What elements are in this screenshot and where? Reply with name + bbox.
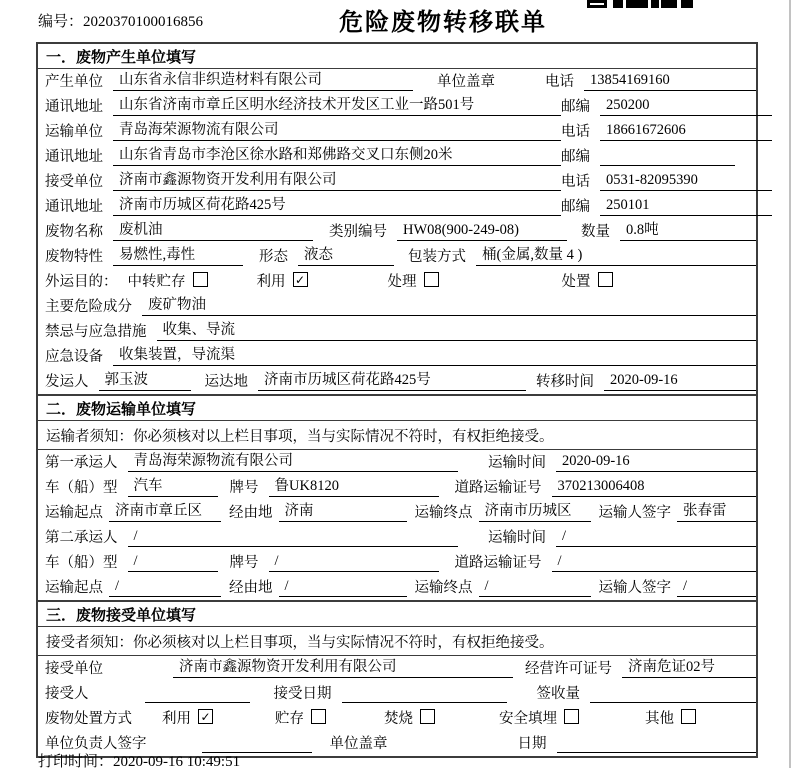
producer-zip-label: 邮编 xyxy=(561,99,590,115)
producer-address-value: 山东省济南市章丘区明水经济技术开发区工业一路501号 xyxy=(113,96,561,116)
receiver-address-row xyxy=(38,194,756,219)
page-edge-line xyxy=(789,0,791,768)
vehicle1-value: 汽车 xyxy=(128,477,218,497)
via2-value: / xyxy=(279,577,407,597)
taboo-value: 收集、导流 xyxy=(157,321,757,341)
option-label: 中转贮存 xyxy=(127,274,186,290)
recipient-row xyxy=(38,681,756,706)
transport-time-label: 运输时间 xyxy=(488,530,546,546)
disposal-row xyxy=(38,706,756,731)
section-producer xyxy=(38,44,756,394)
checkbox-disposal-other xyxy=(681,709,696,724)
vehicle2-row xyxy=(38,550,756,575)
receive-unit-value: 济南市鑫源物资开发利用有限公司 xyxy=(173,658,513,678)
qr-code-icon xyxy=(587,0,693,8)
waste-character-row xyxy=(38,244,756,269)
serial-label: 编号： xyxy=(38,14,84,30)
receiver-row xyxy=(38,169,756,194)
disposal-option-storage xyxy=(275,707,326,728)
equipment-label: 应急设备 xyxy=(45,349,103,365)
receiver-value: 济南市鑫源物资开发利用有限公司 xyxy=(113,171,561,191)
quantity-label: 数量 xyxy=(581,224,610,240)
via-label: 经由地 xyxy=(229,580,273,596)
amount-label: 签收量 xyxy=(536,686,580,702)
checkbox-disposal-utilize: ✓ xyxy=(198,709,213,724)
via1-value: 济南 xyxy=(279,502,407,522)
checkbox-treat xyxy=(424,272,439,287)
packaging-label: 包装方式 xyxy=(408,249,466,265)
carrier1-value: 青岛海荣源物流有限公司 xyxy=(128,452,458,472)
print-time-label: 打印时间： xyxy=(38,754,114,768)
producer-phone-value: 13854169160 xyxy=(584,71,756,91)
origin-label: 运输起点 xyxy=(45,580,103,596)
shipper-value: 郭玉波 xyxy=(99,371,191,391)
receiver-notice: 接受者须知：你必须核对以上栏目事项，当与实际情况不符时，有权拒绝接受。 xyxy=(38,627,756,656)
address-label: 通讯地址 xyxy=(45,199,103,215)
transfer-time-value: 2020-09-16 xyxy=(604,371,756,391)
vehicle1-row xyxy=(38,475,756,500)
transport-notice: 运输者须知：你必须核对以上栏目事项，当与实际情况不符时，有权拒绝接受。 xyxy=(38,421,756,450)
disposal-option-incinerate xyxy=(384,707,435,728)
purpose-option-treat xyxy=(388,270,439,291)
checkbox-disposal-incinerate xyxy=(420,709,435,724)
checkbox-utilize: ✓ xyxy=(293,272,308,287)
checkbox-disposal-storage xyxy=(311,709,326,724)
transport-time-label: 运输时间 xyxy=(488,455,546,471)
terminal-label: 运输终点 xyxy=(414,580,473,596)
section-transport-title: 二．废物运输单位填写 xyxy=(38,396,756,421)
page-title: 危险废物转移联单 xyxy=(339,9,547,36)
road-permit-label: 道路运输证号 xyxy=(454,480,542,496)
plate-label: 牌号 xyxy=(229,480,259,496)
section-transport xyxy=(38,394,756,600)
transporter-zip-label: 邮编 xyxy=(561,149,590,165)
waste-name-row xyxy=(38,219,756,244)
section-receiver-title: 三．废物接受单位填写 xyxy=(38,602,756,627)
checkbox-transfer-storage xyxy=(193,272,208,287)
seal-date-value xyxy=(557,734,757,753)
disposal-option-other xyxy=(645,707,696,728)
form-label: 形态 xyxy=(259,249,288,265)
road-permit-label: 道路运输证号 xyxy=(454,555,542,571)
waste-name-label: 废物名称 xyxy=(45,224,103,240)
transporter-label: 运输单位 xyxy=(45,124,103,140)
option-label: 利用 xyxy=(162,711,191,727)
chief-sign-label: 单位负责人签字 xyxy=(45,736,147,752)
license-value: 济南危证02号 xyxy=(622,658,756,678)
transporter-row xyxy=(38,119,756,144)
plate2-value: / xyxy=(269,552,439,572)
seal-date-label: 日期 xyxy=(517,736,547,752)
receiver-zip-label: 邮编 xyxy=(561,199,590,215)
equipment-row xyxy=(38,344,756,369)
option-label: 其他 xyxy=(645,711,674,727)
print-time-line xyxy=(38,750,240,768)
terminal-label: 运输终点 xyxy=(414,505,473,521)
receiver-address-value: 济南市历城区荷花路425号 xyxy=(113,196,561,216)
disposal-label: 废物处置方式 xyxy=(45,711,132,727)
receiver-phone-value: 0531-82095390 xyxy=(600,171,772,191)
character-value: 易燃性,毒性 xyxy=(113,246,243,266)
option-label: 处理 xyxy=(387,274,417,290)
transport-time2-value: / xyxy=(556,527,756,547)
serial-number: 2020370100016856 xyxy=(83,14,204,30)
transporter-address-row xyxy=(38,144,756,169)
route2-row xyxy=(38,575,756,600)
option-label: 利用 xyxy=(256,274,286,290)
carrier2-value: / xyxy=(128,527,458,547)
transporter-phone-label: 电话 xyxy=(561,124,590,140)
vehicle-label: 车（船）型 xyxy=(45,555,118,571)
character-label: 废物特性 xyxy=(45,249,103,265)
option-label: 焚烧 xyxy=(384,711,413,727)
carrier-sign1-value: 张春雷 xyxy=(677,502,756,522)
carrier-sign-label: 运输人签字 xyxy=(598,580,671,596)
transporter-address-value: 山东省青岛市李沧区徐水路和郑佛路交叉口东侧20米 xyxy=(113,146,561,166)
origin1-value: 济南市章丘区 xyxy=(109,502,221,522)
carrier-sign2-value: / xyxy=(677,577,756,597)
waste-name-value: 废机油 xyxy=(113,221,313,241)
option-label: 贮存 xyxy=(275,711,304,727)
carrier-sign-label: 运输人签字 xyxy=(598,505,671,521)
hazard-row xyxy=(38,294,756,319)
receive-unit-label: 接受单位 xyxy=(45,661,103,677)
form-value: 液态 xyxy=(298,246,394,266)
option-label: 安全填埋 xyxy=(499,711,557,727)
purpose-label: 外运目的： xyxy=(45,274,118,290)
hazard-label: 主要危险成分 xyxy=(45,299,132,315)
origin-label: 运输起点 xyxy=(45,505,103,521)
taboo-row xyxy=(38,319,756,344)
section-receiver xyxy=(38,600,756,756)
carrier2-row xyxy=(38,525,756,550)
origin2-value: / xyxy=(109,577,221,597)
checkbox-dispose xyxy=(598,272,613,287)
receive-unit-row xyxy=(38,656,756,681)
unit-seal-label: 单位盖章 xyxy=(329,736,388,752)
receive-date-value xyxy=(342,684,507,703)
via-label: 经由地 xyxy=(229,505,273,521)
producer-row xyxy=(38,69,756,94)
receiver-label: 接受单位 xyxy=(45,174,103,190)
shipper-row xyxy=(38,369,756,394)
shipper-label: 发运人 xyxy=(45,374,89,390)
vehicle-label: 车（船）型 xyxy=(45,480,118,496)
option-label: 处置 xyxy=(561,274,591,290)
plate1-value: 鲁UK8120 xyxy=(269,477,439,497)
vehicle2-value: / xyxy=(128,552,218,572)
purpose-row xyxy=(38,269,756,294)
receiver-zip-value: 250101 xyxy=(600,196,772,216)
producer-address-row xyxy=(38,94,756,119)
disposal-option-utilize xyxy=(162,707,213,728)
recipient-value xyxy=(145,684,250,703)
producer-zip-value: 250200 xyxy=(600,96,772,116)
transfer-time-label: 转移时间 xyxy=(536,374,594,390)
print-time-value: 2020-09-16 10:49:51 xyxy=(113,754,241,768)
license-label: 经营许可证号 xyxy=(525,661,612,677)
taboo-label: 禁忌与应急措施 xyxy=(45,324,147,340)
receiver-phone-label: 电话 xyxy=(561,174,590,190)
equipment-value: 收集装置，导流渠 xyxy=(113,346,756,366)
amount-value xyxy=(590,684,756,703)
purpose-option-utilize xyxy=(257,270,308,291)
transport-time1-value: 2020-09-16 xyxy=(556,452,756,472)
receive-date-label: 接受日期 xyxy=(273,686,332,702)
transporter-phone-value: 18661672606 xyxy=(600,121,772,141)
purpose-option-dispose xyxy=(562,270,613,291)
destination-label: 运达地 xyxy=(204,374,248,390)
address-label: 通讯地址 xyxy=(45,99,103,115)
category-label: 类别编号 xyxy=(329,224,387,240)
producer-phone-label: 电话 xyxy=(545,74,574,90)
transporter-zip-value xyxy=(600,147,735,166)
route1-row xyxy=(38,500,756,525)
destination-value: 济南市历城区荷花路425号 xyxy=(258,371,526,391)
checkbox-disposal-landfill xyxy=(564,709,579,724)
recipient-label: 接受人 xyxy=(45,686,89,702)
section-producer-title: 一．废物产生单位填写 xyxy=(38,44,756,69)
producer-value: 山东省永信非织造材料有限公司 xyxy=(113,71,413,91)
manifest-form xyxy=(36,42,758,758)
category-value: HW08(900-249-08) xyxy=(397,221,567,241)
road-permit1-value: 370213006408 xyxy=(552,477,757,497)
road-permit2-value: / xyxy=(552,552,757,572)
plate-label: 牌号 xyxy=(229,555,259,571)
disposal-option-landfill xyxy=(499,707,579,728)
transporter-value: 青岛海荣源物流有限公司 xyxy=(113,121,561,141)
unit-seal-label: 单位盖章 xyxy=(437,74,495,90)
purpose-option-transfer-storage xyxy=(128,270,208,291)
packaging-value: 桶(金属,数量 4 ) xyxy=(476,246,756,266)
hazard-value: 废矿物油 xyxy=(142,296,756,316)
terminal1-value: 济南市历城区 xyxy=(479,502,591,522)
producer-label: 产生单位 xyxy=(45,74,103,90)
terminal2-value: / xyxy=(479,577,591,597)
carrier2-label: 第二承运人 xyxy=(45,530,118,546)
carrier1-row xyxy=(38,450,756,475)
quantity-value: 0.8吨 xyxy=(620,221,756,241)
address-label: 通讯地址 xyxy=(45,149,103,165)
carrier1-label: 第一承运人 xyxy=(45,455,118,471)
